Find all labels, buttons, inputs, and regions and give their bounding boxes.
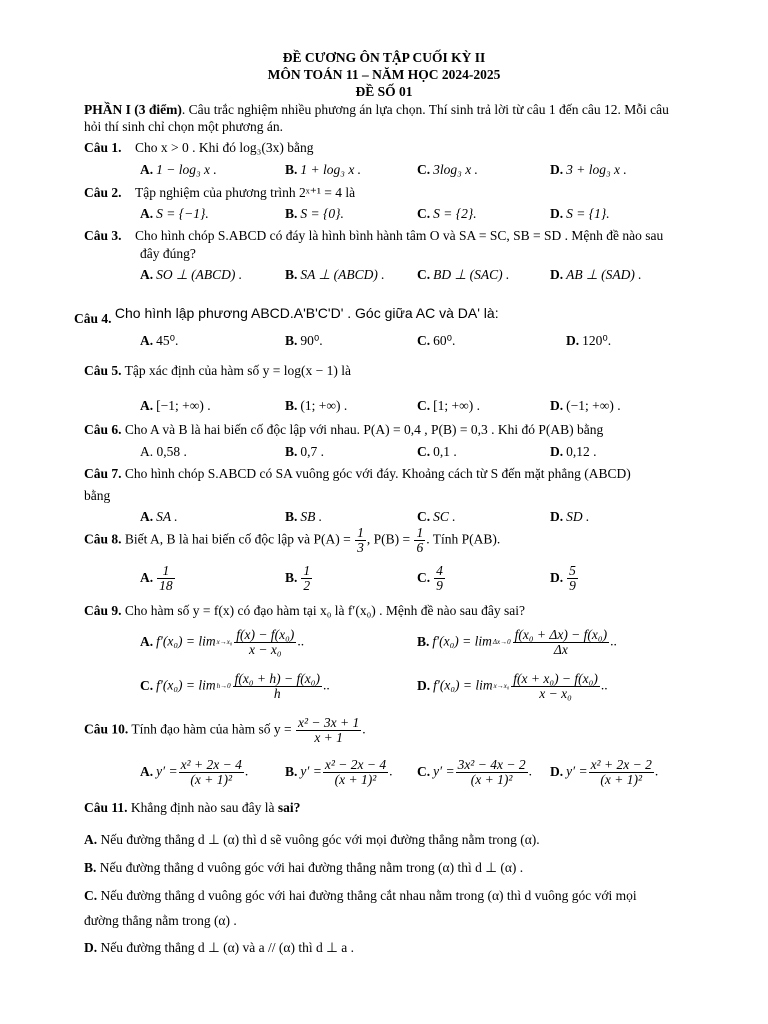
q10-c-fraction [456, 758, 528, 787]
q4-stem: Cho hình lập phương ABCD.A'B'C'D' . Góc giữa AC và DA' là: [114, 305, 499, 321]
q8-pb-den: 6 [416, 540, 424, 555]
q9-b-lhs: f′(x₀) = lim [432, 633, 492, 649]
option-letter: D. [550, 569, 564, 585]
q7-label: Câu 7. [84, 466, 122, 481]
q8-pb-fraction [414, 526, 425, 555]
q9-a-sub: x→x₀ [216, 638, 233, 646]
q5-option-a[interactable] [140, 398, 211, 414]
q3-stem-1: Cho hình chóp S.ABCD có đáy là hình bình hành tâm O và SA = SC, SB = SD . Mệnh đề nào sau [135, 228, 664, 243]
q9-d-den: x − x₀ [539, 686, 572, 701]
q9-c-fraction [233, 672, 322, 701]
option-letter: C. [417, 444, 431, 459]
q9-b-den: Δx [553, 642, 568, 657]
option-letter: D. [550, 162, 564, 177]
option-letter: D. [550, 267, 564, 282]
q2-option-a[interactable] [140, 206, 209, 222]
q8-b-num: 1 [303, 563, 311, 578]
q11-option-c[interactable] [84, 888, 637, 904]
q8-b-den: 2 [303, 578, 311, 593]
q6-option-b[interactable] [285, 444, 324, 460]
q7-stem-2: bằng [84, 488, 111, 503]
option-letter: B. [285, 444, 298, 459]
q9-d-lim [494, 681, 510, 692]
option-letter: A. [84, 832, 98, 847]
q4-a-text: 45⁰. [156, 333, 179, 348]
option-letter: A. [140, 569, 154, 585]
q9-d-fraction [511, 672, 600, 701]
q3-a-text: SO ⊥ (ABCD) . [156, 267, 243, 282]
q7-stem-1: Cho hình chóp S.ABCD có SA vuông góc với đáy. Khoảng cách từ S đến mặt phẳng (ABCD) [124, 466, 631, 481]
q9-d-num: f(x + x₀) − f(x₀) [513, 671, 598, 686]
option-letter: D. [566, 333, 580, 348]
q9-a-lim [217, 637, 233, 648]
q10-c-num: 3x² − 4x − 2 [457, 757, 526, 772]
q11-c-text-2: đường thẳng nằm trong (α) . [84, 913, 237, 928]
q6-d-text: 0,12 . [566, 444, 597, 459]
q10-label: Câu 10. [84, 721, 129, 737]
q4-d-text: 120⁰. [582, 333, 612, 348]
option-letter: C. [417, 509, 431, 524]
q7-option-c[interactable] [417, 509, 456, 525]
q10-a-yprime: y′ = [156, 763, 178, 779]
q1-stem: Cho x > 0 . Khi đó log₃(3x) bằng [135, 140, 314, 155]
option-letter: B. [84, 860, 97, 875]
option-letter: A. [140, 633, 154, 649]
q10-d-fraction [589, 758, 654, 787]
q8-d-fraction [567, 564, 578, 593]
q7-option-b[interactable] [285, 509, 322, 525]
q5-b-text: (1; +∞) . [300, 398, 348, 413]
question-11 [84, 800, 300, 816]
option-letter: A. [140, 162, 154, 177]
question-6 [84, 422, 603, 438]
q10-function-fraction [296, 716, 361, 745]
option-letter: B. [285, 333, 298, 348]
q5-a-text: [−1; +∞) . [156, 398, 211, 413]
option-letter: B. [285, 763, 298, 779]
option-letter: C. [417, 267, 431, 282]
q2-c-text: S = {2}. [433, 206, 477, 221]
q5-label: Câu 5. [84, 363, 122, 378]
q10-stem: Tính đạo hàm của hàm số y = [131, 721, 292, 737]
q8-pb-num: 1 [416, 525, 424, 540]
q8-option-d[interactable] [550, 564, 579, 593]
q2-b-text: S = {0}. [300, 206, 344, 221]
q6-label: Câu 6. [84, 422, 122, 437]
q7-option-a[interactable] [140, 509, 178, 525]
option-letter: B. [285, 509, 298, 524]
q9-c-den: h [273, 686, 281, 701]
q9-a-num: f(x) − f(x₀) [236, 627, 295, 642]
option-letter: C. [417, 333, 431, 348]
q2-option-b[interactable] [285, 206, 344, 222]
q8-c-num: 4 [436, 563, 443, 578]
q9-option-d[interactable]: D. f′(x₀) = lim x→x₀ $\frac{\text{f(x + x₀) − f(x₀)}}{\text{x − x₀}}$ .. [417, 671, 608, 701]
question-4 [74, 305, 499, 327]
q4-b-text: 90⁰. [300, 333, 323, 348]
option-letter: C. [84, 888, 98, 903]
option-letter: D. [84, 940, 98, 955]
question-9 [84, 603, 525, 619]
option-letter: D. [417, 677, 431, 693]
option-letter: B. [285, 162, 298, 177]
q8-stem-b: , P(B) = [366, 531, 411, 547]
q1-option-b[interactable] [285, 162, 361, 178]
question-1 [84, 140, 313, 156]
option-letter: D. [550, 398, 564, 413]
q4-c-text: 60⁰. [433, 333, 456, 348]
q8-option-c[interactable] [417, 564, 446, 593]
q6-b-text: 0,7 . [300, 444, 325, 459]
question-7 [84, 466, 631, 482]
q3-option-b[interactable] [285, 267, 385, 283]
q8-pa-fraction [355, 526, 366, 555]
q7-a-text: SA . [156, 509, 178, 524]
q10-b-fraction [323, 758, 388, 787]
q8-c-fraction [434, 564, 445, 593]
q5-option-d[interactable] [550, 398, 621, 414]
q8-pa-den: 3 [357, 540, 364, 555]
doc-subtitle: MÔN TOÁN 11 – NĂM HỌC 2024-2025 [267, 67, 501, 82]
q10-a-fraction [179, 758, 244, 787]
q6-a-text: 0,58 . [156, 444, 187, 459]
q8-pa-num: 1 [357, 525, 364, 540]
part1-text-a: . Câu trắc nghiệm nhiều phương án lựa chọn. Thí sinh trả lời từ câu 1 đến câu 12. Mỗi câu [181, 102, 669, 117]
option-letter: D. [550, 444, 564, 459]
q10-b-yprime: y′ = [300, 763, 322, 779]
q4-label: Câu 4. [74, 311, 112, 326]
q6-option-d[interactable] [550, 444, 597, 460]
q8-label: Câu 8. [84, 531, 122, 547]
q8-a-den: 18 [159, 578, 173, 593]
q2-d-text: S = {1}. [566, 206, 610, 221]
q2-option-d[interactable] [550, 206, 610, 222]
q5-option-b[interactable] [285, 398, 347, 414]
q1-a-text: 1 − log₃ x . [156, 162, 217, 177]
q10-c-yprime: y′ = [433, 763, 455, 779]
part1-text-b: hỏi thí sinh chỉ chọn một phương án. [84, 119, 283, 134]
option-letter: A. [140, 763, 154, 779]
q9-option-b[interactable]: B. f′(x₀) = lim Δx→0 $\frac{\text{f(x₀ + Δx) − f(x₀)}}{\Delta x}$ .. [417, 627, 617, 657]
option-letter: A. [140, 267, 154, 282]
q6-c-text: 0,1 . [433, 444, 457, 459]
q9-b-sub: Δx→0 [492, 638, 511, 646]
q1-label: Câu 1. [84, 140, 122, 155]
q8-b-fraction [301, 564, 312, 593]
option-letter: B. [285, 206, 298, 221]
q9-c-lhs: f′(x₀) = lim [156, 677, 216, 693]
q9-a-fraction [234, 628, 296, 657]
option-letter: C. [417, 398, 431, 413]
q4-option-c[interactable] [417, 333, 455, 349]
q8-stem-c: . Tính P(AB). [426, 531, 501, 547]
q5-stem: Tập xác định của hàm số y = log(x − 1) là [124, 363, 351, 378]
q10-a-num: x² + 2x − 4 [180, 757, 242, 772]
doc-title: ĐỀ CƯƠNG ÔN TẬP CUỐI KỲ II [282, 50, 486, 65]
q10-d-den: (x + 1)² [600, 772, 643, 787]
q4-option-d[interactable] [566, 333, 611, 349]
q6-option-c[interactable] [417, 444, 457, 460]
q7-d-text: SD . [566, 509, 590, 524]
q6-option-a[interactable] [140, 444, 187, 460]
q5-c-text: [1; +∞) . [433, 398, 480, 413]
q9-option-a[interactable]: A. f′(x₀) = lim x→x₀ $\frac{\text{f(x) − f(x₀)}}{\text{x − x₀}}$ .. [140, 627, 305, 657]
q11-label: Câu 11. [84, 800, 128, 815]
q10-b-num: x² − 2x − 4 [324, 757, 387, 772]
q3-c-text: BD ⊥ (SAC) . [433, 267, 510, 282]
q9-c-num: f(x₀ + h) − f(x₀) [234, 671, 320, 686]
q10-option-c[interactable]: C. y′ = $\frac{\text{3x² − 4x − 2}}{\text{(x + 1)²}}$ . [417, 757, 532, 787]
q2-label: Câu 2. [84, 185, 122, 200]
q9-stem: Cho hàm số y = f(x) có đạo hàm tại x₀ là f′(x₀) . Mệnh đề nào sau đây sai? [124, 603, 526, 618]
q11-option-a[interactable] [84, 832, 540, 848]
q11-a-text: Nếu đường thẳng d ⊥ (α) thì d sẽ vuông góc với mọi đường thẳng nằm trong (α). [100, 832, 540, 847]
q11-stem: Khẳng định nào sau đây là [130, 800, 275, 815]
q10-f-num: x² − 3x + 1 [297, 715, 360, 730]
q9-option-c[interactable]: C. f′(x₀) = lim h→0 $\frac{\text{f(x₀ + h) − f(x₀)}}{h}$ .. [140, 671, 330, 701]
q10-option-a[interactable]: A. y′ = $\frac{\text{x² + 2x − 4}}{\text{(x + 1)²}}$ . [140, 757, 249, 787]
q1-d-text: 3 + log₃ x . [566, 162, 627, 177]
option-letter: C. [417, 206, 431, 221]
option-letter: B. [285, 398, 298, 413]
q10-f-den: x + 1 [314, 730, 343, 745]
q10-a-den: (x + 1)² [190, 772, 233, 787]
q11-option-d[interactable] [84, 940, 354, 956]
exam-number: ĐỀ SỐ 01 [355, 84, 413, 99]
option-letter: B. [285, 267, 298, 282]
q11-d-text: Nếu đường thẳng d ⊥ (α) và a // (α) thì d ⊥ a . [100, 940, 354, 955]
q4-option-a[interactable] [140, 333, 178, 349]
q2-stem: Tập nghiệm của phương trình 2ˣ⁺¹ = 4 là [135, 185, 356, 200]
option-letter: C. [417, 763, 431, 779]
q10-option-b[interactable]: B. y′ = $\frac{\text{x² − 2x − 4}}{\text{(x + 1)²}}$ . [285, 757, 393, 787]
q8-d-num: 5 [569, 563, 576, 578]
q3-option-d[interactable] [550, 267, 642, 283]
q1-option-a[interactable] [140, 162, 217, 178]
option-letter: D. [550, 206, 564, 221]
option-letter: B. [285, 569, 298, 585]
q9-a-lhs: f′(x₀) = lim [156, 633, 216, 649]
part1-title: PHẦN I (3 điểm) [84, 102, 182, 117]
q10-option-d[interactable]: D. y′ = $\frac{\text{x² + 2x − 2}}{\text{(x + 1)²}}$ . [550, 757, 659, 787]
option-letter: D. [550, 763, 564, 779]
q9-b-lim [493, 637, 511, 648]
q10-d-num: x² + 2x − 2 [590, 757, 652, 772]
q9-a-den: x − x₀ [249, 642, 282, 657]
q11-stem-bold: sai? [277, 800, 301, 815]
q7-b-text: SB . [300, 509, 323, 524]
q9-b-fraction [513, 628, 610, 657]
option-letter: A. [140, 398, 154, 413]
q9-c-sub: h→0 [216, 682, 231, 690]
question-10: Câu 10. Tính đạo hàm của hàm số y = $\frac{\text{x² − 3x + 1}}{x + 1}$ . [84, 715, 366, 745]
q8-stem-a: Biết A, B là hai biến cố độc lập và P(A) = [124, 531, 351, 547]
q8-option-b[interactable] [285, 564, 313, 593]
option-letter: C. [140, 677, 154, 693]
q8-c-den: 9 [436, 578, 443, 593]
q7-c-text: SC . [433, 509, 456, 524]
q11-c-text-1: Nếu đường thẳng d vuông góc với hai đường thẳng cắt nhau nằm trong (α) thì d vuông góc với mọi [100, 888, 637, 903]
q8-option-a[interactable] [140, 564, 176, 593]
q3-option-a[interactable] [140, 267, 242, 283]
q11-option-b[interactable] [84, 860, 523, 876]
option-letter: C. [417, 569, 431, 585]
option-letter: A. [140, 206, 154, 221]
q2-a-text: S = {−1}. [156, 206, 209, 221]
option-letter: A. [140, 333, 154, 348]
q2-option-c[interactable] [417, 206, 477, 222]
q5-option-c[interactable] [417, 398, 480, 414]
q3-d-text: AB ⊥ (SAD) . [566, 267, 642, 282]
q8-a-fraction [157, 564, 175, 593]
question-3 [84, 228, 663, 244]
q10-c-den: (x + 1)² [470, 772, 513, 787]
q1-b-text: 1 + log₃ x . [300, 162, 362, 177]
question-8 [84, 526, 500, 555]
part1-instructions [84, 101, 704, 135]
option-letter: D. [550, 509, 564, 524]
q10-d-yprime: y′ = [566, 763, 588, 779]
q1-c-text: 3log₃ x . [433, 162, 478, 177]
q8-d-den: 9 [569, 578, 576, 593]
q11-b-text: Nếu đường thẳng d vuông góc với hai đường thẳng nằm trong (α) thì d ⊥ (α) . [99, 860, 524, 875]
q3-option-c[interactable] [417, 267, 509, 283]
q9-b-num: f(x₀ + Δx) − f(x₀) [514, 627, 608, 642]
q9-c-lim [217, 681, 231, 692]
question-2 [84, 185, 355, 201]
q9-d-sub: x→x₀ [493, 682, 510, 690]
q1-option-c[interactable] [417, 162, 478, 178]
q3-b-text: SA ⊥ (ABCD) . [300, 267, 385, 282]
q10-b-den: (x + 1)² [334, 772, 377, 787]
option-letter: C. [417, 162, 431, 177]
q8-a-num: 1 [157, 564, 175, 579]
q9-label: Câu 9. [84, 603, 122, 618]
q3-label: Câu 3. [84, 228, 122, 243]
q6-stem: Cho A và B là hai biến cố độc lập với nhau. P(A) = 0,4 , P(B) = 0,3 . Khi đó P(AB) bằng [124, 422, 604, 437]
option-letter: A. [140, 509, 154, 524]
q4-option-b[interactable] [285, 333, 323, 349]
q5-d-text: (−1; +∞) . [566, 398, 621, 413]
option-letter: A. [140, 444, 154, 459]
q3-stem-2: đây đúng? [140, 246, 196, 261]
q9-d-lhs: f′(x₀) = lim [433, 677, 493, 693]
question-5 [84, 363, 351, 379]
q1-option-d[interactable] [550, 162, 627, 178]
q7-option-d[interactable] [550, 509, 589, 525]
option-letter: B. [417, 633, 430, 649]
